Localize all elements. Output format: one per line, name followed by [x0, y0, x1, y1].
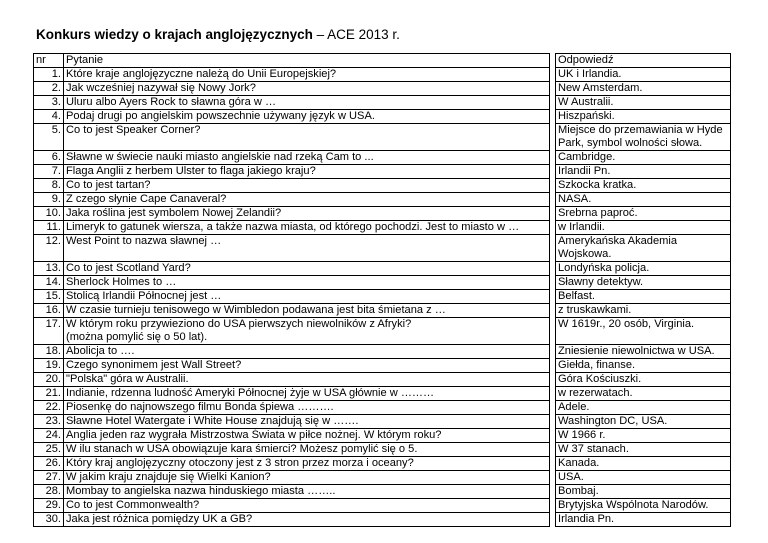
row-number: 3.	[34, 96, 64, 110]
question-cell	[64, 443, 550, 457]
answer-text: W 1966 r.	[558, 429, 606, 441]
answer-text: Szkocka kratka.	[558, 179, 637, 191]
answer-text: Giełda, finanse.	[558, 359, 636, 371]
question-cell	[64, 304, 550, 318]
answer-text: Góra Kościuszki.	[558, 373, 642, 385]
answer-cell	[556, 290, 731, 304]
answer-cell	[556, 457, 731, 471]
row-number: 9.	[34, 193, 64, 207]
question-cell	[64, 471, 550, 485]
question-text: Które kraje anglojęzyczne należą do Unii Europejskiej?	[66, 68, 337, 80]
question-cell	[64, 235, 550, 262]
table-row	[34, 373, 731, 387]
table-row	[34, 513, 731, 527]
answer-text: Zniesienie niewolnictwa w USA.	[558, 345, 715, 357]
row-number: 20.	[34, 373, 64, 387]
question-text: Który kraj anglojęzyczny otoczony jest z 3 stron przez morza i oceany?	[66, 457, 414, 469]
row-number: 18.	[34, 345, 64, 359]
table-row	[34, 110, 731, 124]
question-cell	[64, 318, 550, 345]
answer-text: w rezerwatach.	[558, 387, 633, 399]
question-cell	[64, 373, 550, 387]
question-cell	[64, 290, 550, 304]
question-cell	[64, 193, 550, 207]
answer-cell	[556, 485, 731, 499]
row-number: 25.	[34, 443, 64, 457]
row-number: 7.	[34, 165, 64, 179]
answer-cell	[556, 429, 731, 443]
table-row	[34, 235, 731, 262]
title-rest: – ACE 2013 r.	[312, 27, 400, 42]
answer-text: Londyńska policja.	[558, 262, 650, 274]
answer-cell	[556, 207, 731, 221]
table-row	[34, 359, 731, 373]
question-text: Mombay to angielska nazwa hinduskiego miasta ……..	[66, 485, 336, 497]
answer-text: Miejsce do przemawiania w Hyde Park, symbol wolności słowa.	[558, 124, 723, 149]
answer-text: USA.	[558, 471, 584, 483]
answer-cell	[556, 221, 731, 235]
answer-cell	[556, 68, 731, 82]
table-row	[34, 443, 731, 457]
question-text: Z czego słynie Cape Canaveral?	[66, 193, 227, 205]
question-text: Jaka jest różnica pomiędzy UK a GB?	[66, 513, 253, 525]
question-cell	[64, 499, 550, 513]
row-number: 26.	[34, 457, 64, 471]
question-cell	[64, 96, 550, 110]
answer-cell	[556, 151, 731, 165]
question-cell	[64, 457, 550, 471]
question-text: Sławne Hotel Watergate i White House znajdują się w …….	[66, 415, 359, 427]
table-row	[34, 124, 731, 151]
table-row	[34, 457, 731, 471]
table-row	[34, 387, 731, 401]
row-number: 10.	[34, 207, 64, 221]
question-cell	[64, 179, 550, 193]
question-cell	[64, 276, 550, 290]
row-number: 16.	[34, 304, 64, 318]
answer-text: Amerykańska Akademia Wojskowa.	[558, 235, 678, 260]
table-row	[34, 262, 731, 276]
table-row	[34, 221, 731, 235]
row-number: 6.	[34, 151, 64, 165]
table-row	[34, 151, 731, 165]
header-row	[34, 54, 731, 68]
answer-cell	[556, 82, 731, 96]
table-row	[34, 68, 731, 82]
question-text: Sherlock Holmes to …	[66, 276, 177, 288]
question-cell	[64, 110, 550, 124]
answer-cell	[556, 179, 731, 193]
table-row	[34, 401, 731, 415]
header-nr: nr	[34, 54, 64, 68]
answer-cell	[556, 304, 731, 318]
answer-cell	[556, 387, 731, 401]
answer-text: Adele.	[558, 401, 590, 413]
answer-text: Sławny detektyw.	[558, 276, 644, 288]
answer-cell	[556, 373, 731, 387]
answer-text: w Irlandii.	[558, 221, 605, 233]
question-note: (można pomylić się o 50 lat).	[66, 331, 208, 343]
answer-cell	[556, 96, 731, 110]
question-text: Jaka roślina jest symbolem Nowej Zelandii?	[66, 207, 282, 219]
answer-cell	[556, 401, 731, 415]
answer-text: z truskawkami.	[558, 304, 632, 316]
table-row	[34, 165, 731, 179]
row-number: 13.	[34, 262, 64, 276]
table-row	[34, 276, 731, 290]
answer-cell	[556, 165, 731, 179]
question-cell	[64, 262, 550, 276]
question-text: Co to jest Scotland Yard?	[66, 262, 191, 274]
row-number: 17.	[34, 318, 64, 345]
question-text: Co to jest tartan?	[66, 179, 151, 191]
question-cell	[64, 151, 550, 165]
table-row	[34, 471, 731, 485]
table-row	[34, 290, 731, 304]
question-cell	[64, 415, 550, 429]
row-number: 23.	[34, 415, 64, 429]
table-row	[34, 499, 731, 513]
answer-cell	[556, 276, 731, 290]
answer-cell	[556, 443, 731, 457]
row-number: 4.	[34, 110, 64, 124]
answer-text: UK i Irlandia.	[558, 68, 622, 80]
table-row	[34, 304, 731, 318]
answer-cell	[556, 471, 731, 485]
question-text: Jak wcześniej nazywał się Nowy Jork?	[66, 82, 256, 94]
question-text: Abolicja to ….	[66, 345, 135, 357]
header-answer: Odpowiedź	[556, 54, 731, 68]
question-cell	[64, 429, 550, 443]
answer-text: W 1619r., 20 osób, Virginia.	[558, 318, 695, 330]
question-cell	[64, 359, 550, 373]
row-number: 29.	[34, 499, 64, 513]
answer-cell	[556, 235, 731, 262]
question-cell	[64, 387, 550, 401]
question-text: W ilu stanach w USA obowiązuje kara śmierci? Możesz pomylić się o 5.	[66, 443, 418, 455]
answer-text: Bombaj.	[558, 485, 599, 497]
answer-cell	[556, 110, 731, 124]
answer-text: Srebrna paproć.	[558, 207, 638, 219]
question-cell	[64, 68, 550, 82]
question-cell	[64, 221, 550, 235]
question-cell	[64, 207, 550, 221]
question-text: Anglia jeden raz wygrała Mistrzostwa Świata w piłce nożnej. W którym roku?	[66, 429, 442, 441]
row-number: 28.	[34, 485, 64, 499]
table-row	[34, 429, 731, 443]
question-text: Czego synonimem jest Wall Street?	[66, 359, 242, 371]
question-text: W czasie turnieju tenisowego w Wimbledon podawana jest bita śmietana z …	[66, 304, 446, 316]
table-row	[34, 193, 731, 207]
question-cell	[64, 345, 550, 359]
row-number: 27.	[34, 471, 64, 485]
question-text: W jakim kraju znajduje się Wielki Kanion?	[66, 471, 271, 483]
table-row	[34, 345, 731, 359]
table-row	[34, 318, 731, 345]
question-cell	[64, 513, 550, 527]
question-cell	[64, 401, 550, 415]
row-number: 15.	[34, 290, 64, 304]
question-rows	[34, 68, 731, 527]
question-cell	[64, 82, 550, 96]
answer-text: Irlandii Pn.	[558, 165, 611, 177]
answer-cell	[556, 318, 731, 345]
question-text: Flaga Anglii z herbem Ulster to flaga jakiego kraju?	[66, 165, 316, 177]
answer-cell	[556, 124, 731, 151]
row-number: 1.	[34, 68, 64, 82]
answer-cell	[556, 193, 731, 207]
question-text: West Point to nazwa sławnej …	[66, 235, 222, 247]
question-text: Limeryk to gatunek wiersza, a także nazwa miasta, od którego pochodzi. Jest to miasto w …	[66, 221, 520, 233]
question-text: Co to jest Speaker Corner?	[66, 124, 201, 136]
table-row	[34, 415, 731, 429]
answer-text: NASA.	[558, 193, 592, 205]
row-number: 2.	[34, 82, 64, 96]
answer-text: Kanada.	[558, 457, 600, 469]
answer-cell	[556, 499, 731, 513]
row-number: 8.	[34, 179, 64, 193]
row-number: 24.	[34, 429, 64, 443]
row-number: 21.	[34, 387, 64, 401]
answer-cell	[556, 415, 731, 429]
table-row	[34, 96, 731, 110]
question-cell	[64, 124, 550, 151]
row-number: 22.	[34, 401, 64, 415]
quiz-table	[33, 53, 731, 527]
table-row	[34, 82, 731, 96]
question-text: W którym roku przywieziono do USA pierwszych niewolników z Afryki?	[66, 318, 412, 330]
document-title	[36, 27, 400, 42]
question-text: "Polska" góra w Australii.	[66, 373, 189, 385]
row-number: 30.	[34, 513, 64, 527]
question-text: Uluru albo Ayers Rock to sławna góra w …	[66, 96, 277, 108]
answer-cell	[556, 262, 731, 276]
table-row	[34, 207, 731, 221]
row-number: 12.	[34, 235, 64, 262]
row-number: 5.	[34, 124, 64, 151]
row-number: 19.	[34, 359, 64, 373]
answer-cell	[556, 359, 731, 373]
answer-text: Brytyjska Wspólnota Narodów.	[558, 499, 709, 511]
title-bold: Konkurs wiedzy o krajach anglojęzycznych	[36, 27, 313, 42]
question-text: Co to jest Commonwealth?	[66, 499, 200, 511]
header-question: Pytanie	[64, 54, 550, 68]
answer-text: W Australii.	[558, 96, 614, 108]
answer-text: Washington DC, USA.	[558, 415, 668, 427]
table-row	[34, 179, 731, 193]
question-text: Podaj drugi po angielskim powszechnie używany język w USA.	[66, 110, 375, 122]
question-text: Sławne w świecie nauki miasto angielskie nad rzeką Cam to ...	[66, 151, 374, 163]
question-cell	[64, 485, 550, 499]
answer-text: W 37 stanach.	[558, 443, 629, 455]
question-text: Stolicą Irlandii Północnej jest …	[66, 290, 222, 302]
answer-text: New Amsterdam.	[558, 82, 643, 94]
table-row	[34, 485, 731, 499]
answer-text: Hiszpański.	[558, 110, 615, 122]
answer-text: Irlandia Pn.	[558, 513, 615, 525]
answer-text: Belfast.	[558, 290, 595, 302]
answer-cell	[556, 345, 731, 359]
question-cell	[64, 165, 550, 179]
row-number: 14.	[34, 276, 64, 290]
question-text: Piosenkę do najnowszego filmu Bonda śpiewa ……….	[66, 401, 334, 413]
row-number: 11.	[34, 221, 64, 235]
answer-cell	[556, 513, 731, 527]
answer-text: Cambridge.	[558, 151, 616, 163]
question-text: Indianie, rdzenna ludność Ameryki Północnej żyje w USA głównie w ………	[66, 387, 435, 399]
